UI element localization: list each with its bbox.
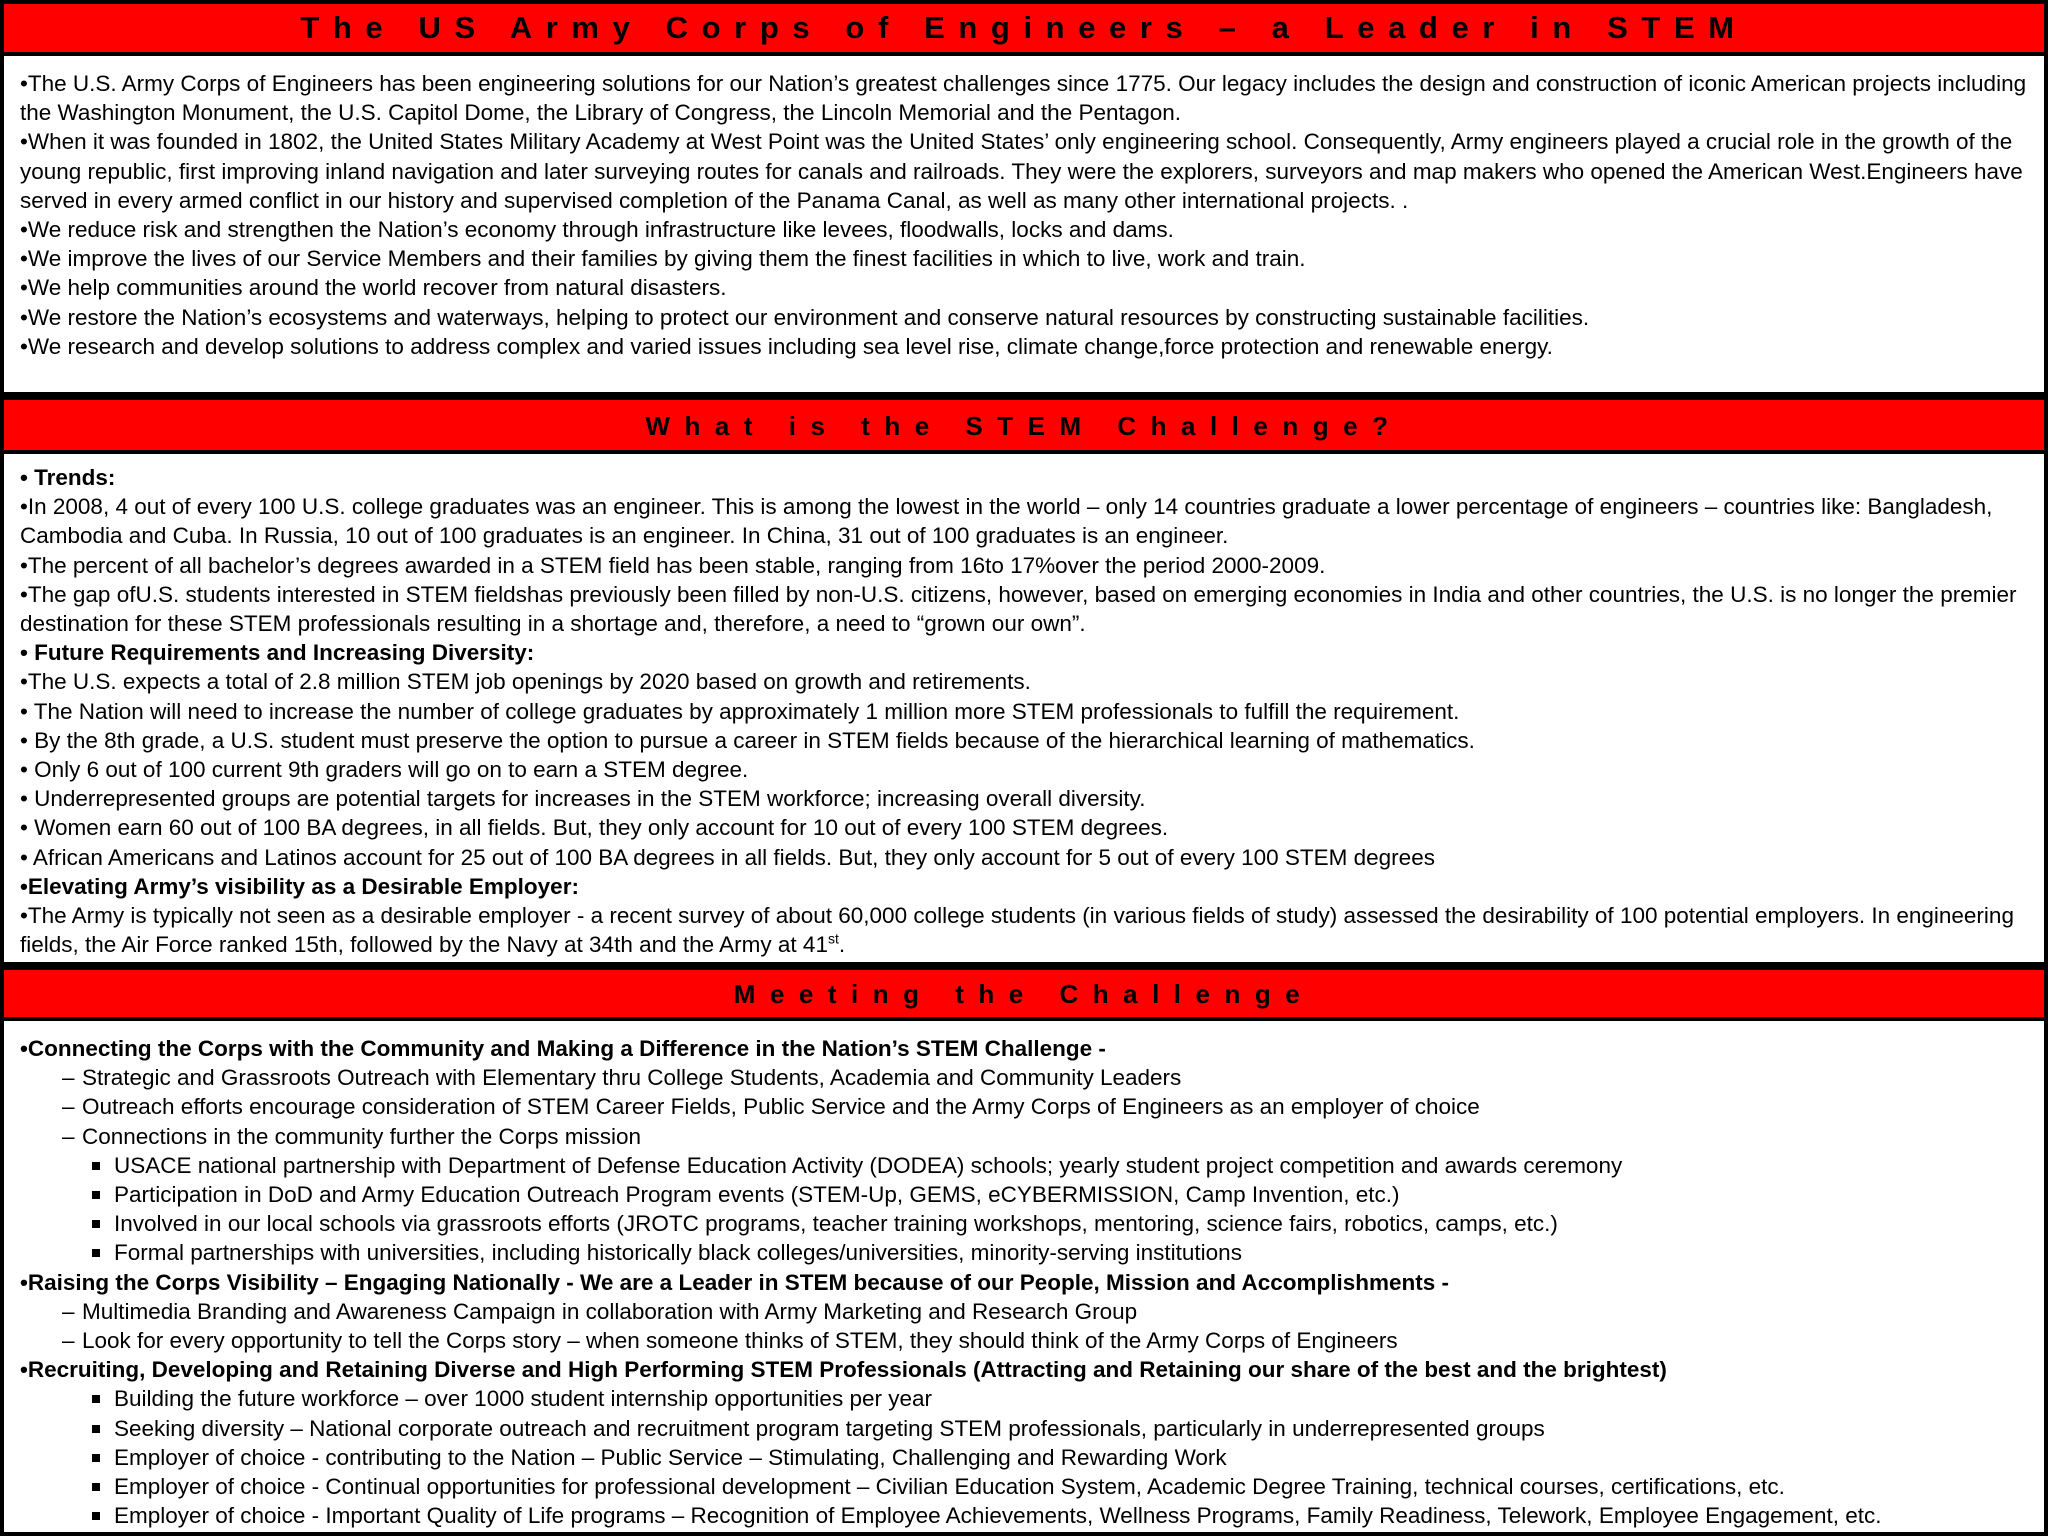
square-bullet-icon	[92, 1483, 100, 1491]
heading-connecting-corps: •Connecting the Corps with the Community and Making a Difference in the Nation’s STEM Challenge -	[20, 1036, 1106, 1061]
paragraph-end: .	[838, 932, 846, 958]
dash-item	[4, 1122, 2044, 1151]
paragraph	[4, 901, 2044, 959]
square-item-text: Involved in our local schools via grassroots efforts (JROTC programs, teacher training workshops, mentoring, science fairs, robotics, camps, etc.)	[114, 1211, 1558, 1237]
paragraph: •The U.S. Army Corps of Engineers has been engineering solutions for our Nation’s greatest challenges since 1775. Our legacy includes the design and construction of iconic American projects including the Washington Monument, the U.S. Capitol Dome, the Library of Congress, the Lincoln Memorial and the Pentagon.	[20, 71, 2027, 126]
square-item-text: Employer of choice - Important Quality of Life programs – Recognition of Employee Achievements, Wellness Programs, Family Readiness, Telework, Employee Engagement, etc.	[114, 1503, 1882, 1529]
square-item	[4, 1209, 2044, 1238]
square-item-text: Formal partnerships with universities, including historically black colleges/universities, minority-serving institutions	[114, 1240, 1242, 1266]
dash-bullet: –	[62, 1328, 75, 1354]
square-item-text: Employer of choice - Continual opportunities for professional development – Civilian Education System, Academic Degree Training, technical courses, certifications, etc.	[114, 1474, 1785, 1500]
paragraph: •We reduce risk and strengthen the Nation’s economy through infrastructure like levees, floodwalls, locks and dams.	[20, 217, 1174, 243]
paragraph: •In 2008, 4 out of every 100 U.S. college graduates was an engineer. This is among the lowest in the world – only 14 countries graduate a lower percentage of engineers – countries like: Bangladesh, Cambodia and Cuba. In Russia, 10 out of 100 graduates is an engineer. In China, 31 out of 100 graduates is an engineer.	[20, 494, 1993, 549]
square-item-text: Participation in DoD and Army Education Outreach Program events (STEM-Up, GEMS, eCYBERMISSION, Camp Invention, etc.)	[114, 1182, 1400, 1208]
banner-stem-challenge	[0, 396, 2048, 454]
superscript: st	[827, 930, 839, 947]
banner-title: What is the STEM Challenge?	[645, 411, 1403, 441]
square-item	[4, 1414, 2044, 1443]
dash-bullet: –	[62, 1123, 75, 1149]
paragraph: •We restore the Nation’s ecosystems and waterways, helping to protect our environment and conserve natural resources by constructing sustainable facilities.	[20, 304, 1590, 330]
paragraph: •The gap ofU.S. students interested in STEM fieldshas previously been filled by non-U.S. citizens, however, based on emerging economies in India and other countries, the U.S. is no longer the premier destination for these STEM professionals resulting in a shortage and, therefore, a need to “grown our own”.	[20, 581, 2017, 637]
dash-item	[4, 1092, 2044, 1121]
paragraph: •We help communities around the world recover from natural disasters.	[20, 275, 727, 301]
square-bullet-icon	[92, 1191, 100, 1199]
paragraph: •The U.S. expects a total of 2.8 million STEM job openings by 2020 based on growth and retirements.	[20, 669, 1031, 695]
heading-raising-visibility: •Raising the Corps Visibility – Engaging Nationally - We are a Leader in STEM because of our People, Mission and Accomplishments -	[20, 1269, 1450, 1295]
section-stem-challenge	[0, 454, 2048, 966]
square-item	[4, 1501, 2044, 1530]
square-bullet-icon	[92, 1454, 100, 1462]
dash-bullet: –	[62, 1298, 75, 1324]
heading-desirable-employer: •Elevating Army’s visibility as a Desirable Employer:	[20, 873, 579, 899]
square-item	[4, 1472, 2044, 1501]
square-item-text: USACE national partnership with Department of Defense Education Activity (DODEA) schools; yearly student project competition and awards ceremony	[114, 1152, 1623, 1178]
dash-item-text: Look for every opportunity to tell the Corps story – when someone thinks of STEM, they should think of the Army Corps of Engineers	[82, 1328, 1398, 1354]
paragraph: • Women earn 60 out of 100 BA degrees, in all fields. But, they only account for 10 out of every 100 STEM degrees.	[20, 815, 1169, 841]
dash-item-text: Outreach efforts encourage consideration of STEM Career Fields, Public Service and the Army Corps of Engineers as an employer of choice	[82, 1094, 1480, 1120]
square-item	[4, 1384, 2044, 1413]
paragraph: •When it was founded in 1802, the United States Military Academy at West Point was the United States’ only engineering school. Consequently, Army engineers played a crucial role in the growth of the young republic, first improving inland navigation and later surveying routes for canals and railroads. They were the explorers, surveyors and map makers who opened the American West.Engineers have served in every armed conflict in our history and supervised completion of the Panama Canal, as well as many other international projects. .	[20, 129, 2023, 213]
paragraph-text: •The Army is typically not seen as a desirable employer - a recent survey of about 60,000 college students (in various fields of study) assessed the desirability of 100 potential employers. In engineering fields, the Air Force ranked 15th, followed by the Navy at 34th and the Army at 41	[20, 903, 2014, 958]
paragraph: • African Americans and Latinos account for 25 out of 100 BA degrees in all fields. But, they only account for 5 out of every 100 STEM degrees	[20, 844, 1435, 870]
square-bullet-icon	[92, 1162, 100, 1170]
heading-future-requirements: • Future Requirements and Increasing Diversity:	[20, 640, 535, 666]
square-bullet-icon	[92, 1395, 100, 1403]
paragraph: •We research and develop solutions to address complex and varied issues including sea level rise, climate change,force protection and renewable energy.	[20, 333, 1553, 359]
dash-item	[4, 1326, 2044, 1355]
square-item	[4, 1151, 2044, 1180]
square-item-text: Employer of choice - contributing to the Nation – Public Service – Stimulating, Challenging and Rewarding Work	[114, 1444, 1227, 1470]
paragraph: •We improve the lives of our Service Members and their families by giving them the finest facilities in which to live, work and train.	[20, 246, 1306, 272]
banner-title: Meeting the Challenge	[733, 979, 1315, 1009]
square-bullet-icon	[92, 1249, 100, 1257]
paragraph: • Underrepresented groups are potential targets for increases in the STEM workforce; increasing overall diversity.	[20, 786, 1146, 812]
dash-bullet: –	[62, 1094, 75, 1120]
square-bullet-icon	[92, 1220, 100, 1228]
banner-leader-in-stem	[0, 0, 2048, 56]
square-item	[4, 1238, 2044, 1267]
square-bullet-icon	[92, 1425, 100, 1433]
heading-recruiting: •Recruiting, Developing and Retaining Diverse and High Performing STEM Professionals (Attracting and Retaining our share of the best and the brightest)	[20, 1357, 1667, 1383]
banner-title: The US Army Corps of Engineers – a Leader in STEM	[300, 10, 1748, 45]
square-bullet-icon	[92, 1512, 100, 1520]
dash-item	[4, 1297, 2044, 1326]
dash-item-text: Multimedia Branding and Awareness Campaign in collaboration with Army Marketing and Research Group	[82, 1298, 1138, 1324]
heading-trends: • Trends:	[20, 465, 116, 490]
banner-meeting-challenge	[0, 966, 2048, 1021]
square-item	[4, 1180, 2044, 1209]
dash-item-text: Connections in the community further the Corps mission	[82, 1123, 641, 1149]
section-leader	[0, 56, 2048, 396]
paragraph: • By the 8th grade, a U.S. student must preserve the option to pursue a career in STEM fields because of the hierarchical learning of mathematics.	[20, 727, 1475, 753]
dash-bullet: –	[62, 1065, 75, 1091]
square-item-text: Building the future workforce – over 1000 student internship opportunities per year	[114, 1386, 932, 1412]
dash-item	[4, 1063, 2044, 1092]
square-item	[4, 1443, 2044, 1472]
paragraph: •The percent of all bachelor’s degrees awarded in a STEM field has been stable, ranging from 16to 17%over the period 2000-2009.	[20, 552, 1326, 578]
dash-item-text: Strategic and Grassroots Outreach with Elementary thru College Students, Academia and Community Leaders	[82, 1065, 1182, 1091]
paragraph: • The Nation will need to increase the number of college graduates by approximately 1 million more STEM professionals to fulfill the requirement.	[20, 698, 1460, 724]
section-meeting-challenge	[0, 1021, 2048, 1536]
paragraph: • Only 6 out of 100 current 9th graders will go on to earn a STEM degree.	[20, 757, 749, 783]
square-item-text: Seeking diversity – National corporate outreach and recruitment program targeting STEM professionals, particularly in underrepresented groups	[114, 1415, 1545, 1441]
